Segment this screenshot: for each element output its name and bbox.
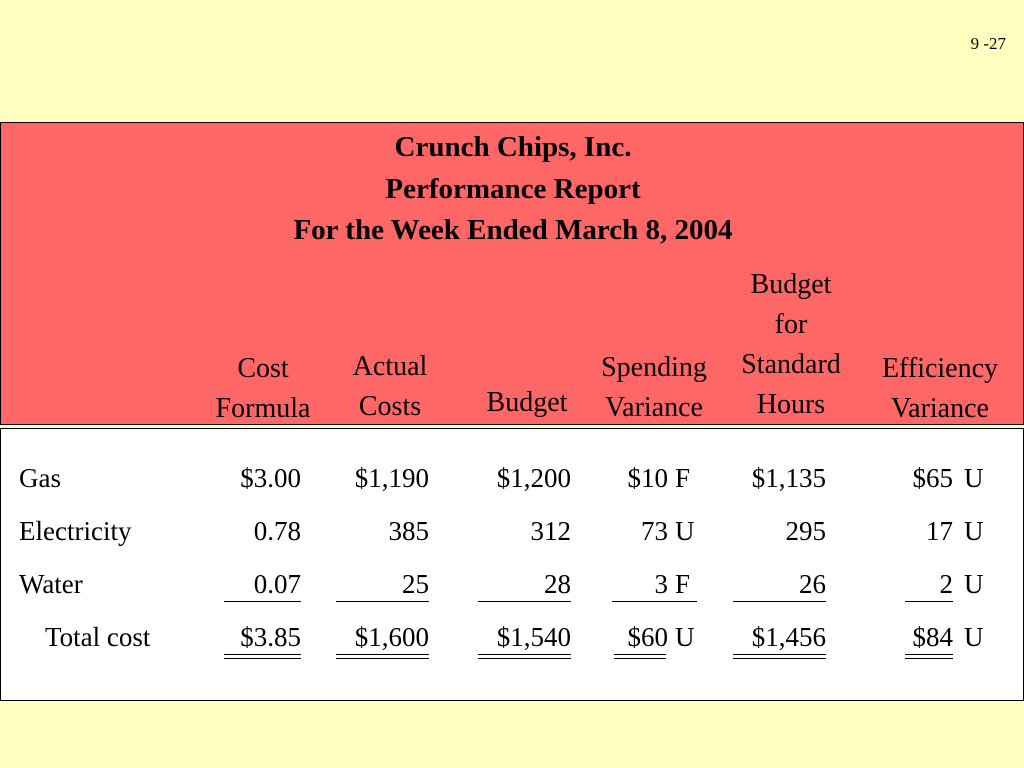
- table-row-water: [1, 569, 1023, 609]
- col-head-line: Cost: [237, 353, 289, 384]
- efficiency-variance-code: U: [964, 516, 984, 546]
- cost-formula-value: 0.78: [253, 516, 301, 546]
- actual-costs-value: 25: [402, 569, 429, 599]
- col-head-line: Spending: [601, 352, 707, 383]
- col-head-line: for: [774, 309, 808, 340]
- double-underline: [614, 654, 666, 659]
- col-head-budget-standard-hours: [725, 265, 857, 425]
- actual-costs-value: $1,600: [354, 622, 429, 652]
- col-head-line: Efficiency: [881, 353, 999, 384]
- budget-value: $1,200: [496, 463, 571, 493]
- row-label: Electricity: [19, 516, 132, 546]
- table-row-gas: [1, 463, 1023, 503]
- spending-variance-code: F: [675, 463, 691, 493]
- efficiency-variance-value: $84: [912, 622, 953, 652]
- table-row-total: [1, 622, 1023, 662]
- budget-standard-value: 26: [799, 569, 826, 599]
- col-head-line: Hours: [756, 389, 826, 420]
- double-underline: [733, 654, 826, 659]
- underline: [336, 601, 429, 602]
- underline: [905, 601, 953, 602]
- spending-variance-value: 73: [641, 516, 668, 546]
- underline: [224, 601, 301, 602]
- spending-variance-code: U: [675, 622, 695, 652]
- col-head-line: Budget: [486, 387, 568, 418]
- budget-standard-value: 295: [785, 516, 826, 546]
- row-label: Total cost: [45, 622, 151, 652]
- double-underline: [336, 654, 429, 659]
- budget-value: 28: [544, 569, 571, 599]
- budget-standard-value: $1,456: [751, 622, 826, 652]
- spending-variance-value: $10: [627, 463, 668, 493]
- col-head-line: Standard: [741, 349, 841, 380]
- underline: [733, 601, 826, 602]
- table-row-electricity: [1, 516, 1023, 556]
- cost-formula-value: $3.85: [240, 622, 301, 652]
- col-head-line: Formula: [215, 393, 311, 424]
- actual-costs-value: 385: [388, 516, 429, 546]
- underline: [612, 601, 697, 602]
- col-head-cost-formula: [199, 349, 327, 429]
- report-title: Crunch Chips, Inc.: [394, 131, 632, 163]
- col-head-line: Actual: [352, 351, 428, 382]
- budget-standard-value: $1,135: [751, 463, 826, 493]
- double-underline: [224, 654, 301, 659]
- col-head-budget: [469, 383, 585, 423]
- actual-costs-value: $1,190: [354, 463, 429, 493]
- budget-value: 312: [530, 516, 571, 546]
- efficiency-variance-value: 2: [939, 569, 953, 599]
- spending-variance-code: F: [675, 569, 691, 599]
- row-label: Water: [19, 569, 83, 599]
- col-head-line: Budget: [750, 269, 832, 300]
- slide-number: 9 -27: [970, 34, 1006, 53]
- col-head-line: Variance: [891, 393, 989, 424]
- cost-formula-value: $3.00: [240, 463, 301, 493]
- double-underline: [905, 654, 953, 659]
- col-head-line: Variance: [605, 392, 703, 423]
- spending-variance-code: U: [675, 516, 695, 546]
- col-head-efficiency-variance: [863, 349, 1017, 429]
- report-table: [0, 428, 1024, 701]
- col-head-line: Costs: [358, 391, 422, 422]
- col-head-spending-variance: [585, 348, 723, 428]
- report-period: For the Week Ended March 8, 2004: [293, 214, 733, 246]
- double-underline: [478, 654, 571, 659]
- efficiency-variance-value: $65: [912, 463, 953, 493]
- report-header: [0, 122, 1024, 425]
- spending-variance-value: 3: [654, 569, 668, 599]
- col-head-actual-costs: [329, 347, 451, 427]
- efficiency-variance-code: U: [964, 463, 984, 493]
- efficiency-variance-value: 17: [926, 516, 953, 546]
- efficiency-variance-code: U: [964, 569, 984, 599]
- report-subtitle: Performance Report: [385, 173, 641, 205]
- efficiency-variance-code: U: [964, 622, 984, 652]
- row-label: Gas: [19, 463, 61, 493]
- cost-formula-value: 0.07: [253, 569, 301, 599]
- budget-value: $1,540: [496, 622, 571, 652]
- underline: [478, 601, 571, 602]
- spending-variance-value: $60: [627, 622, 668, 652]
